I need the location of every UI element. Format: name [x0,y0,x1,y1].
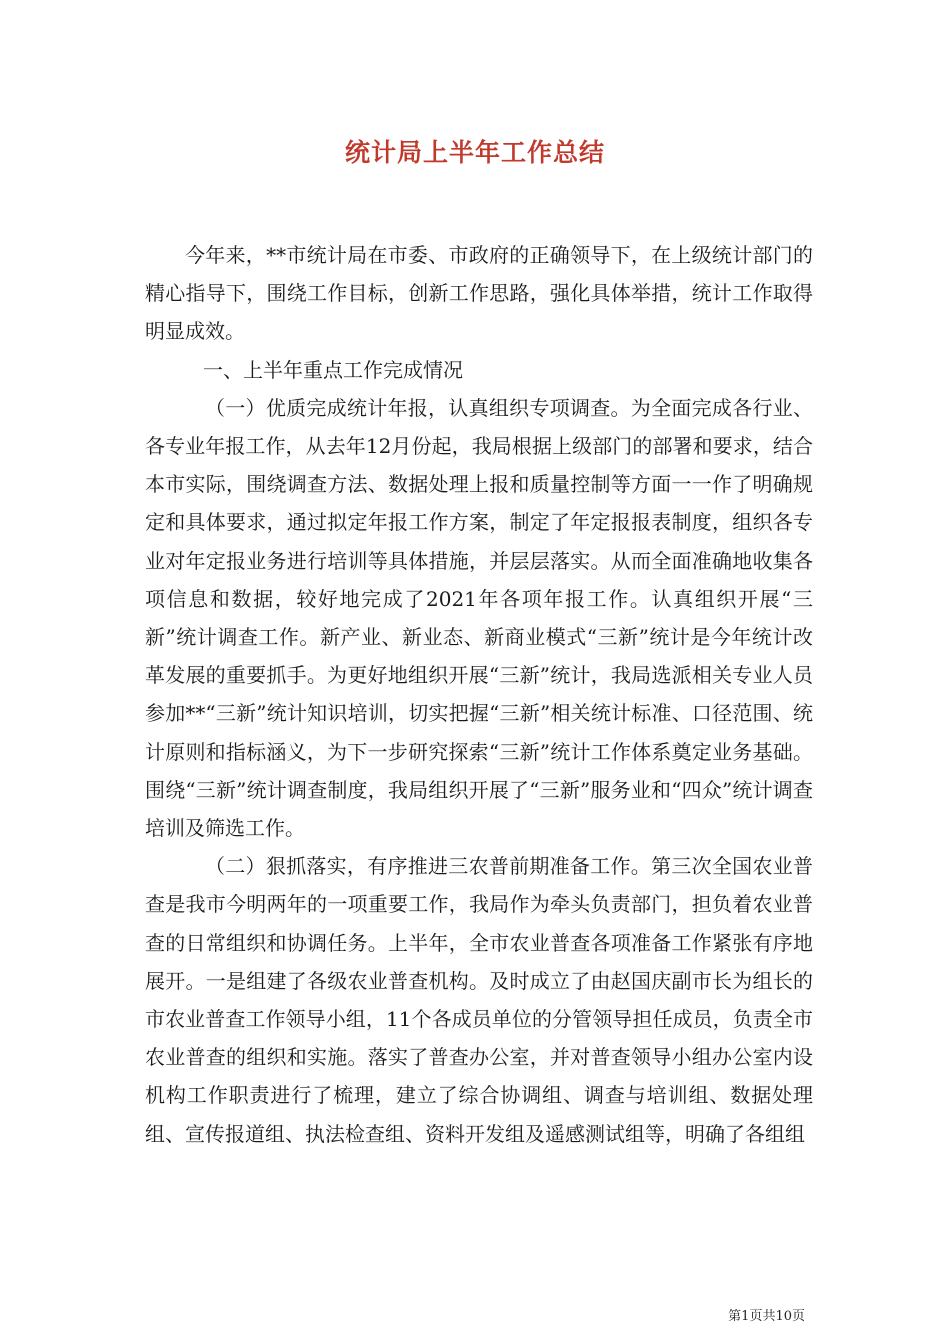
intro-paragraph: 今年来，**市统计局在市委、市政府的正确领导下，在上级统计部门的精心指导下，围绕工作目标，创新工作思路，强化具体举措，统计工作取得明显成效。 [145,243,813,344]
page-number: 第1页共10页 [728,1309,805,1324]
document-body [145,236,813,1153]
item-2-paragraph: （二）狠抓落实，有序推进三农普前期准备工作。第三次全国农业普查是我市今明两年的一项重要工作，我局作为牵头负责部门，担负着农业普查的日常组织和协调任务。上半年，全市农业普查各项准备工作紧张有序地展开。一是组建了各级农业普查机构。及时成立了由赵国庆副市长为组长的市农业普查工作领导小组，11个各成员单位的分管领导担任成员，负责全市农业普查的组织和实施。落实了普查办公室，并对普查领导小组办公室内设机构工作职责进行了梳理，建立了综合协调组、调查与培训组、数据处理组、宣传报道组、执法检查组、资料开发组及遥感测试组等，明确了各组组 [145,854,813,1146]
item-1-paragraph: （一）优质完成统计年报，认真组织专项调查。为全面完成各行业、各专业年报工作，从去年12月份起，我局根据上级部门的部署和要求，结合本市实际，围绕调查方法、数据处理上报和质量控制等方面一一作了明确规定和具体要求，通过拟定年报工作方案，制定了年定报报表制度，组织各专业对年定报业务进行培训等具体措施，并层层落实。从而全面准确地收集各项信息和数据，较好地完成了2021年各项年报工作。认真组织开展“三新”统计调查工作。新产业、新业态、新商业模式“三新”统计是今年统计改革发展的重要抓手。为更好地组织开展“三新”统计，我局选派相关专业人员参加**“三新”统计知识培训，切实把握“三新”相关统计标准、口径范围、统计原则和指标涵义，为下一步研究探索“三新”统计工作体系奠定业务基础。围绕“三新”统计调查制度，我局组织开展了“三新”服务业和“四众”统计调查培训及筛选工作。 [145,395,813,841]
document-title: 统计局上半年工作总结 [344,138,605,167]
section-heading: 一、上半年重点工作完成情况 [203,357,463,382]
